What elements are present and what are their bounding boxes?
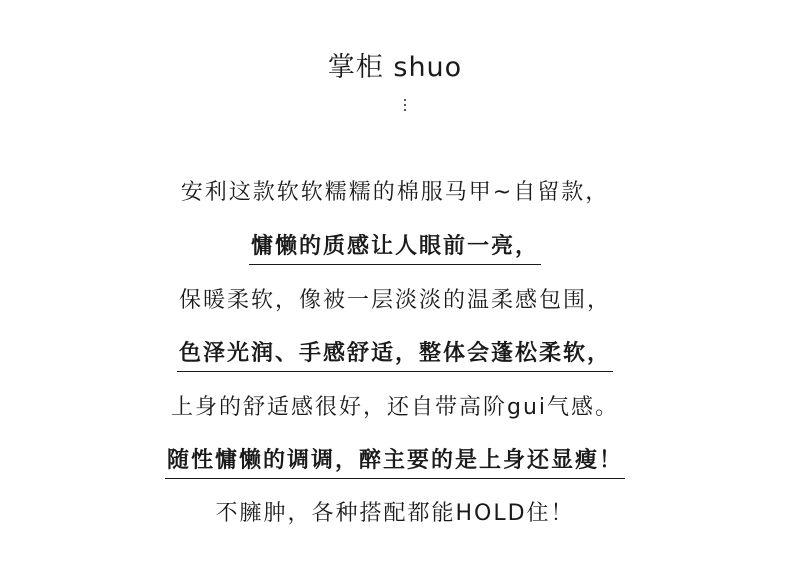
page-title: 掌柜 shuo xyxy=(327,52,463,83)
text-line-emphasized xyxy=(0,446,790,479)
text-line-content: 不臃肿，各种搭配都能HOLD住！ xyxy=(215,501,575,526)
text-line xyxy=(0,393,790,425)
text-line-content: 随性慵懒的调调，醉主要的是上身还显瘦！ xyxy=(165,446,625,479)
text-line-content: 慵懒的质感让人眼前一亮， xyxy=(249,232,541,265)
text-line xyxy=(0,499,790,531)
text-line-content: 上身的舒适感很好，还自带高阶gui气感。 xyxy=(170,395,620,420)
text-line xyxy=(0,178,790,210)
vertical-ellipsis-icon xyxy=(404,99,407,115)
text-line-content: 保暖柔软，像被一层淡淡的温柔感包围， xyxy=(178,288,611,313)
text-line-emphasized xyxy=(0,232,790,265)
text-line xyxy=(0,286,790,318)
text-line-content: 安利这款软软糯糯的棉服马甲~自留款， xyxy=(180,180,610,205)
text-line-emphasized xyxy=(0,339,790,372)
text-line-content: 色泽光润、手感舒适，整体会蓬松柔软， xyxy=(177,339,613,372)
